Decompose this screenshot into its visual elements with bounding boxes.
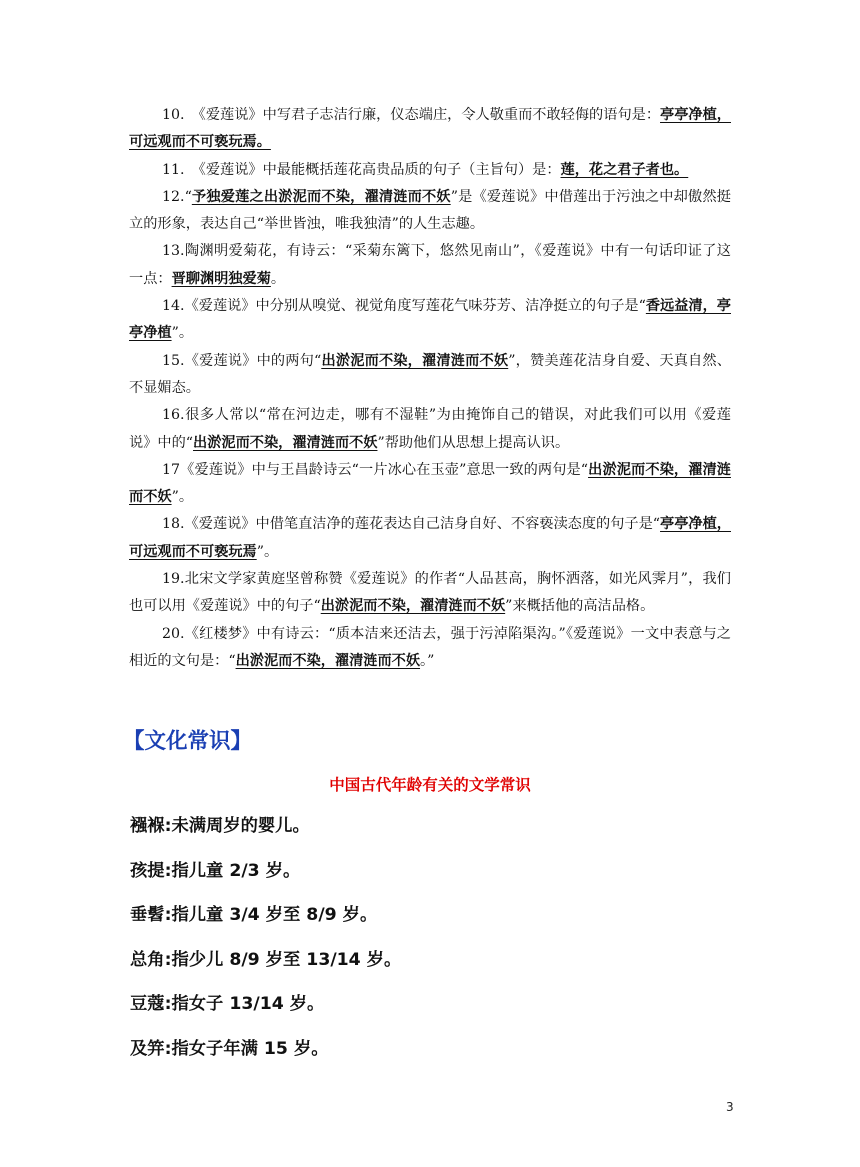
question-10: 10. 《爱莲说》中写君子志洁行廉，仪态端庄，令人敬重而不敢轻侮的语句是：亭亭净植，可远观而不可亵玩焉。: [129, 107, 731, 151]
question-18: 18.《爱莲说》中借笔直洁净的莲花表达自己洁身自好、不容亵渎态度的句子是“亭亭净植，可远观而不可亵玩焉”。: [129, 516, 731, 560]
sub-title: 中国古代年龄有关的文学常识: [329, 776, 531, 794]
question-16: 16.很多人常以“常在河边走，哪有不湿鞋”为由掩饰自己的错误，对此我们可以用《爱莲说》中的“出淤泥而不染，濯清涟而不妖”帮助他们从思想上提高认识。: [129, 407, 731, 451]
page-number: 3: [726, 1100, 734, 1114]
answer-18: 亭亭净植，可远观而不可亵玩焉: [129, 516, 731, 560]
question-11: 11. 《爱莲说》中最能概括莲花高贵品质的句子（主旨句）是：莲，花之君子者也。: [162, 161, 689, 178]
question-list: [129, 102, 731, 675]
answer-19: 出淤泥而不染，濯清涟而不妖: [320, 598, 506, 615]
answer-17: 出淤泥而不染，濯清涟而不妖: [129, 461, 731, 506]
question-19: 19.北宋文学家黄庭坚曾称赞《爱莲说》的作者“人品甚高，胸怀洒落，如光风霁月”，我们也可以用《爱莲说》中的句子“出淤泥而不染，濯清涟而不妖”来概括他的高洁品格。: [129, 571, 731, 615]
answer-15: 出淤泥而不染，濯清涟而不妖: [321, 352, 509, 369]
question-15: 15.《爱莲说》中的两句“出淤泥而不染，濯清涟而不妖”，赞美莲花洁身自爱、天真自然、不显媚态。: [129, 352, 731, 396]
question-14: 14.《爱莲说》中分别从嗅觉、视觉角度写莲花气味芬芳、洁净挺立的句子是“香远益清，亭亭净植”。: [129, 298, 731, 342]
answer-14: 香远益清，亭亭净植: [129, 298, 731, 342]
question-13: 13.陶渊明爱菊花，有诗云：“采菊东篱下，悠然见南山”，《爱莲说》中有一句话印证了这一点：晋聊渊明独爱菊。: [129, 243, 731, 287]
age-term-list: [130, 812, 750, 1079]
age-term: 总角:指少儿 8/9 岁至 13/14 岁。: [130, 949, 402, 970]
question-20: 20.《红楼梦》中有诗云：“质本洁来还洁去，强于污淖陷渠沟。”《爱莲说》一文中表意与之相近的文句是：“出淤泥而不染，濯清涟而不妖。”: [129, 625, 731, 669]
age-term: 襁褓:未满周岁的婴儿。: [130, 816, 310, 836]
answer-11: 莲，花之君子者也。: [560, 161, 689, 178]
age-term: 孩提:指儿童 2/3 岁。: [130, 860, 301, 881]
answer-12: 予独爱莲之出淤泥而不染，濯清涟而不妖: [191, 188, 451, 205]
answer-13: 晋聊渊明独爱菊: [171, 270, 271, 287]
answer-20: 出淤泥而不染，濯清涟而不妖: [235, 652, 421, 669]
age-term: 垂髫:指儿童 3/4 岁至 8/9 岁。: [130, 905, 378, 925]
age-term: 豆蔻:指女子 13/14 岁。: [130, 994, 325, 1014]
question-17: 17《爱莲说》中与王昌龄诗云“一片冰心在玉壶”意思一致的两句是“出淤泥而不染，濯清涟而不妖”。: [129, 461, 731, 506]
answer-10: 亭亭净植，可远观而不可亵玩焉。: [129, 107, 731, 151]
answer-16: 出淤泥而不染，濯清涟而不妖: [193, 434, 378, 451]
question-12: 12.“予独爱莲之出淤泥而不染，濯清涟而不妖”是《爱莲说》中借莲出于污浊之中却傲然挺立的形象，表达自己“举世皆浊，唯我独清”的人生志趣。: [129, 188, 731, 233]
age-term: 及笄:指女子年满 15 岁。: [130, 1038, 329, 1059]
section-title: 【文化常识】: [123, 729, 253, 754]
